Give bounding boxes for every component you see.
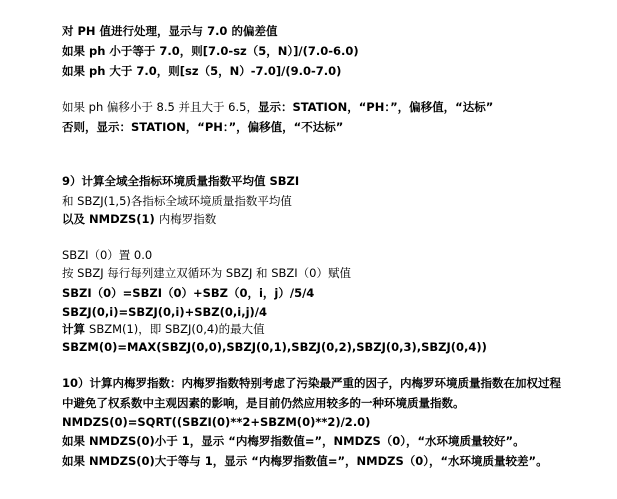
line-ph-range-check-a: 如果 ph 偏移小于 8.5 并且大于 6.5， bbox=[62, 100, 258, 114]
line-nmdzs-a: 以及 NMDZS(1) bbox=[62, 212, 159, 226]
line-nmdzs-formula: NMDZS(0)=SQRT((SBZI(0)**2+SBZM(0)**2)/2.0) bbox=[62, 415, 371, 429]
line-nmdzs-ge-1: 如果 NMDZS(0)大于等与 1，显示 “内梅罗指数值=”，NMDZS（0），“水环境质量较差”。 bbox=[62, 454, 548, 468]
line-nmdzs-b: 内梅罗指数 bbox=[158, 212, 217, 226]
line-sbzm-calc-a: 计算 bbox=[62, 322, 90, 336]
section-10-paragraph: 10）计算内梅罗指数：内梅罗指数特别考虑了污染最严重的因子，内梅罗环境质量指数在加权过程中避免了权系数中主观因素的影响，是目前仍然应用较多的一种环境质量指数。 bbox=[62, 376, 561, 410]
line-double-loop: 按 SBZJ 每行每列建立双循环为 SBZJ 和 SBZI（0）赋值 bbox=[62, 266, 351, 280]
line-ph-gt-7: 如果 ph 大于 7.0，则[sz（5，N）-7.0]/(9.0-7.0) bbox=[62, 64, 342, 78]
line-sbzi-init: SBZI（0）置 0.0 bbox=[62, 248, 153, 262]
section-9-heading: 9）计算全域全指标环境质量指数平均值 SBZI bbox=[62, 174, 300, 188]
line-sbzm-calc bbox=[62, 321, 265, 337]
line-sbzj-avg: 和 SBZJ(1,5)各指标全域环境质量指数平均值 bbox=[62, 194, 292, 208]
line-ph-range-check-b: 显示：STATION，“PH：”，偏移值，“达标” bbox=[257, 100, 494, 114]
line-nmdzs-lt-1: 如果 NMDZS(0)小于 1，显示 “内梅罗指数值=”，NMDZS（0），“水环境质量较好”。 bbox=[62, 434, 525, 448]
line-sbzm-calc-b: SBZM(1)，即 SBZJ(0,4)的最大值 bbox=[89, 322, 265, 336]
line-nmdzs bbox=[62, 211, 216, 227]
line-sbzj-formula: SBZJ(0,i)=SBZJ(0,i)+SBZ(0,i,j)/4 bbox=[62, 305, 267, 319]
line-ph-else: 否则，显示：STATION，“PH：”，偏移值，“不达标” bbox=[62, 120, 344, 134]
line-ph-range-check bbox=[62, 99, 493, 115]
line-sbzi-formula: SBZI（0）=SBZI（0）+SBZ（0，i，j）/5/4 bbox=[62, 286, 315, 300]
line-ph-heading: 对 PH 值进行处理，显示与 7.0 的偏差值 bbox=[62, 24, 278, 38]
line-ph-le-7: 如果 ph 小于等于 7.0，则[7.0-sz（5，N）]/(7.0-6.0) bbox=[62, 44, 359, 58]
line-sbzm-max: SBZM(0)=MAX(SBZJ(0,0),SBZJ(0,1),SBZJ(0,2),SBZJ(0,3),SBZJ(0,4)) bbox=[62, 340, 487, 354]
